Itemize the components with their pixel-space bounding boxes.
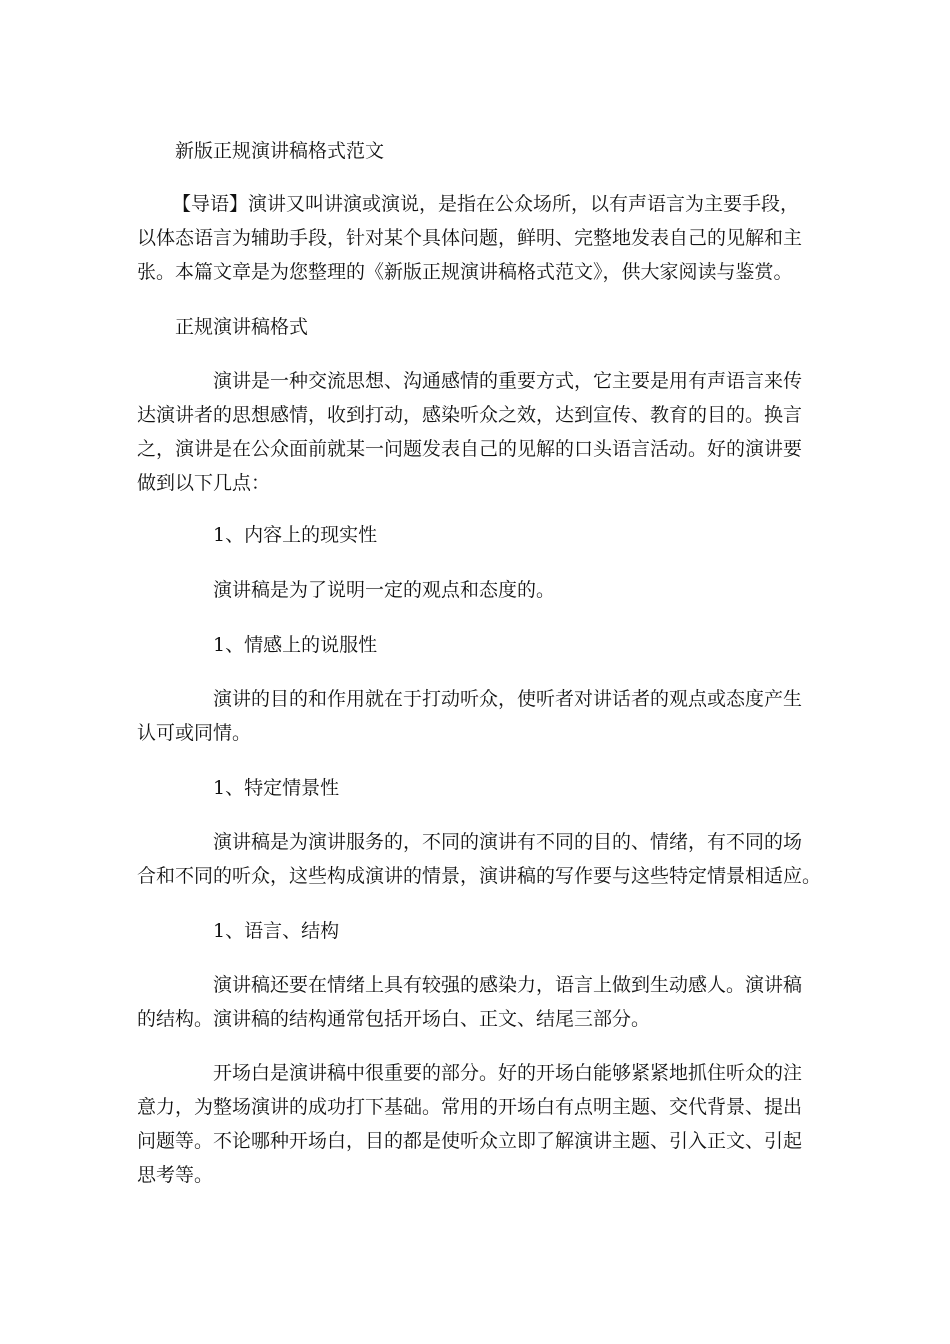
item3-heading-text: 1、特定情景性	[213, 777, 340, 799]
section-heading-text: 正规演讲稿格式	[175, 316, 309, 338]
item1-text: 演讲稿是为了说明一定的观点和态度的。	[213, 579, 556, 601]
intro-line-1: 【导语】演讲又叫讲演或演说，是指在公众场所，以有声语言为主要手段，	[172, 193, 800, 215]
opening-line-3: 问题等。不论哪种开场白，目的都是使听众立即了解演讲主题、引入正文、引起	[137, 1130, 803, 1152]
item4-line-2: 的结构。演讲稿的结构通常包括开场白、正文、结尾三部分。	[137, 1008, 651, 1030]
item1-heading-text: 1、内容上的现实性	[213, 524, 378, 546]
intro-line-3: 张。本篇文章是为您整理的《新版正规演讲稿格式范文》，供大家阅读与鉴赏。	[137, 261, 793, 283]
opening-line-2: 意力，为整场演讲的成功打下基础。常用的开场白有点明主题、交代背景、提出	[137, 1096, 803, 1118]
item4-line-1: 演讲稿还要在情绪上具有较强的感染力，语言上做到生动感人。演讲稿	[213, 974, 803, 996]
item2-line-2: 认可或同情。	[137, 722, 252, 744]
intro-line-2: 以体态语言为辅助手段，针对某个具体问题，鲜明、完整地发表自己的见解和主	[137, 227, 803, 249]
item2-line-1: 演讲的目的和作用就在于打动听众，使听者对讲话者的观点或态度产生	[213, 688, 803, 710]
item4-heading-text: 1、语言、结构	[213, 920, 340, 942]
document-title-text: 新版正规演讲稿格式范文	[175, 140, 385, 162]
opening-line-1: 开场白是演讲稿中很重要的部分。好的开场白能够紧紧地抓住听众的注	[213, 1062, 803, 1084]
item2-heading-text: 1、情感上的说服性	[213, 634, 378, 656]
opening-line-4: 思考等。	[137, 1164, 214, 1186]
para1-line-1: 演讲是一种交流思想、沟通感情的重要方式，它主要是用有声语言来传	[213, 370, 803, 392]
para1-line-2: 达演讲者的思想感情，收到打动，感染听众之效，达到宣传、教育的目的。换言	[137, 404, 803, 426]
item3-line-2: 合和不同的听众，这些构成演讲的情景，演讲稿的写作要与这些特定情景相适应。	[137, 865, 822, 887]
para1-line-4: 做到以下几点：	[137, 472, 271, 494]
item3-line-1: 演讲稿是为演讲服务的，不同的演讲有不同的目的、情绪，有不同的场	[213, 831, 803, 853]
para1-line-3: 之，演讲是在公众面前就某一问题发表自己的见解的口头语言活动。好的演讲要	[137, 438, 803, 460]
